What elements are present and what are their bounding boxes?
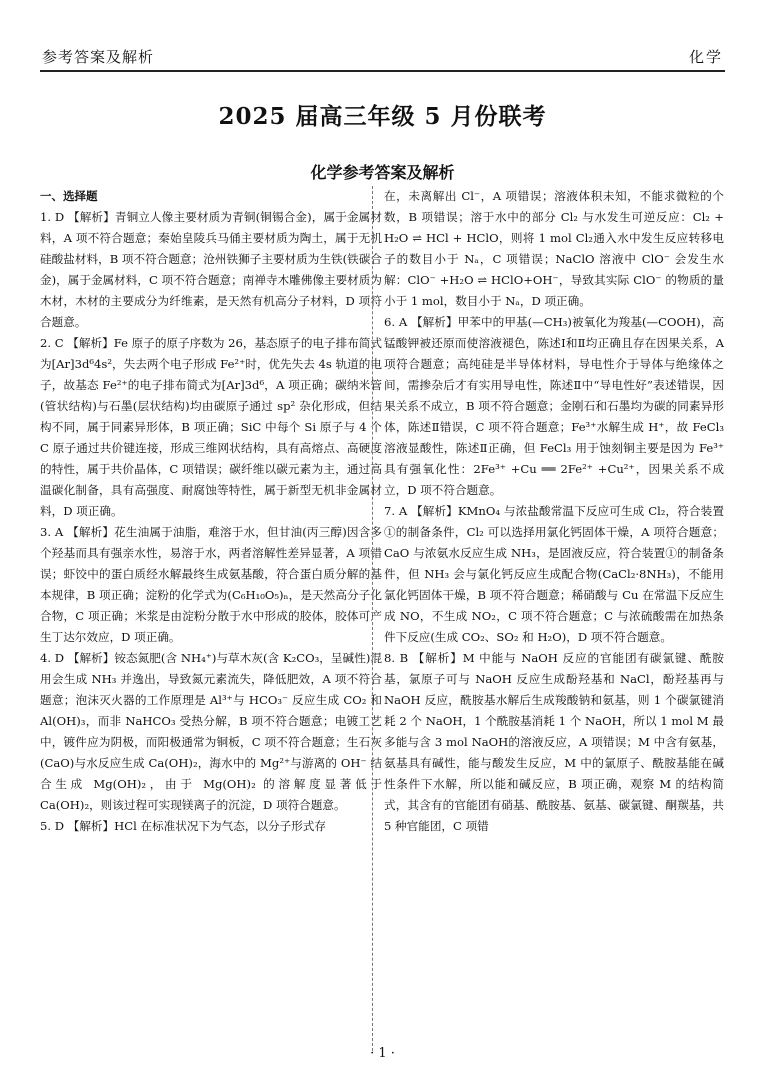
answer-item-5-start: 5. D 【解析】HCl 在标准状况下为气态，以分子形式存 (40, 819, 326, 833)
header-left-label: 参考答案及解析 (42, 48, 155, 66)
header-subject-label: 化学 (688, 48, 723, 66)
answer-item-3: 3. A 【解析】花生油属于油脂，难溶于水，但甘油(丙三醇)因含多个羟基而具有强亲水性，易溶于水，两者溶解性差异显著，A 项错误；虾饺中的蛋白质经水解最终生成氨基酸，符合蛋白质分解的基本规律，B 项正确；淀粉的化学式为(C₆H₁₀O₅)ₙ，是天然高分子化合物，C 项正确；米浆是由淀粉分散于水中形成的胶体，胶体可产生丁达尔效应，D 项正确。 (40, 525, 382, 644)
header-rule (40, 70, 725, 72)
answer-item-1: 1. D 【解析】青铜立人像主要材质为青铜(铜锡合金)，属于金属材料，A 项不符合题意；秦始皇陵兵马俑主要材质为陶土，属于无机硅酸盐材料，B 项不符合题意；沧州铁狮子主要材质为生铁(铁碳合金)，属于金属材料，C 项不符合题意；南禅寺木雕佛像主要材质为木材，木材的主要成分为纤维素，是天然有机高分子材料，D 项符合题意。 (40, 210, 382, 329)
left-column (40, 186, 382, 837)
answer-subtitle: 化学参考答案及解析 (310, 163, 455, 182)
answer-item-8: 8. B 【解析】M 中能与 NaOH 反应的官能团有碳氯键、酰胺基，氯原子可与 NaOH 反应生成酚羟基和 NaCl，酚羟基再与 NaOH 反应，酰胺基水解后生成羧酸钠和氨基，则 1 个碳氯键消耗 2 个 NaOH，1 个酰胺基消耗 1 个 NaOH，所以 1 mol M 最多能与含 3 mol NaOH的溶液反应，A 项错误；M 中含有氨基，氨基具有碱性，能与酸发生反应，M 中的氯原子、酰胺基能在碱性条件下水解，所以能和碱反应，B 项正确，观察 M 的结构简式，其含有的官能团有硝基、酰胺基、氨基、碳氯键、酮羰基，共 5 种官能团，C 项错 (384, 651, 724, 833)
page-number: · 1 · (370, 1046, 395, 1061)
right-column (384, 186, 724, 837)
answer-item-2: 2. C 【解析】Fe 原子的原子序数为 26，基态原子的电子排布简式为[Ar]3d⁶4s²，失去两个电子形成 Fe²⁺时，优先失去 4s 轨道的电子，故基态 Fe²⁺的电子排布简式为[Ar]3d⁶，A 项正确；碳纳米管(管状结构)与石墨(层状结构)均由碳原子通过 sp² 杂化形成，但结构不同，属于同素异形体，B 项正确；SiC 中每个 Si 原子与 4 个 C 原子通过共价键连接，形成三维网状结构，具有高熔点、高硬度的特性，属于共价晶体，C 项错误；碳纤维以碳元素为主，通过高温碳化制备，具有高强度、耐腐蚀等特性，属于新型无机非金属材料，D 项正确。 (40, 336, 382, 518)
answer-item-4: 4. D 【解析】铵态氮肥(含 NH₄⁺)与草木灰(含 K₂CO₃，呈碱性)混用会生成 NH₃ 并逸出，导致氮元素流失，降低肥效，A 项不符合题意；泡沫灭火器的工作原理是 Al³⁺与 HCO₃⁻ 反应生成 CO₂ 和 Al(OH)₃，而非 NaHCO₃ 受热分解，B 项不符合题意；电镀工艺中，镀件应为阴极，而阳极通常为铜板，C 项不符合题意；生石灰(CaO)与水反应生成 Ca(OH)₂，海水中的 Mg²⁺与游离的 OH⁻ 结合生成 Mg(OH)₂，由于 Mg(OH)₂ 的溶解度显著低于 Ca(OH)₂，则该过程可实现镁离子的沉淀，D 项符合题意。 (40, 651, 382, 812)
section-heading: 一、选择题 (40, 189, 98, 203)
page-header (0, 0, 765, 72)
answer-item-6: 6. A 【解析】甲苯中的甲基(—CH₃)被氧化为羧基(—COOH)，高锰酸钾被还原而使溶液褪色，陈述Ⅰ和Ⅱ均正确且存在因果关系，A 项符合题意；高纯硅是半导体材料，导电性介于导体与绝缘体之间，需掺杂后才有实用导电性，陈述Ⅱ中“导电性好”表述错误，因果关系不成立，B 项不符合题意；金刚石和石墨均为碳的同素异形体，陈述Ⅱ错误，C 项不符合题意；Fe³⁺水解生成 H⁺，故 FeCl₃ 溶液显酸性，陈述Ⅱ正确，但 FeCl₃ 用于蚀刻铜主要是因为 Fe³⁺具有强氧化性：2Fe³⁺ +Cu ══ 2Fe²⁺ +Cu²⁺，因果关系不成立，D 项不符合题意。 (384, 315, 724, 497)
answer-item-5-cont: 在，未离解出 Cl⁻，A 项错误；溶液体积未知，不能求微粒的个数，B 项错误；溶于水中的部分 Cl₂ 与水发生可逆反应：Cl₂ + H₂O ⇌ HCl + HClO，则将 1 mol Cl₂通入水中发生反应转移电子的数目小于 Nₐ，C 项错误；NaClO 溶液中 ClO⁻ 会发生水解：ClO⁻ +H₂O ⇌ HClO+OH⁻，导致其实际 ClO⁻ 的物质的量小于 1 mol，数目小于 Nₐ，D 项正确。 (384, 189, 724, 308)
column-divider (372, 186, 373, 1051)
exam-title: 2025 届高三年级 5 月份联考 (218, 103, 547, 130)
answer-item-7: 7. A 【解析】KMnO₄ 与浓盐酸常温下反应可生成 Cl₂，符合装置①的制备条件，Cl₂ 可以选择用氯化钙固体干燥，A 项符合题意；CaO 与浓氨水反应生成 NH₃，是固液反应，符合装置①的制备条件，但 NH₃ 会与氯化钙反应生成配合物(CaCl₂·8NH₃)，不能用氯化钙固体干燥，B 项不符合题意；稀硝酸与 Cu 在常温下反应生成 NO，不生成 NO₂，C 项不符合题意；C 与浓硫酸需在加热条件下反应(生成 CO₂、SO₂ 和 H₂O)，D 项不符合题意。 (384, 504, 724, 644)
